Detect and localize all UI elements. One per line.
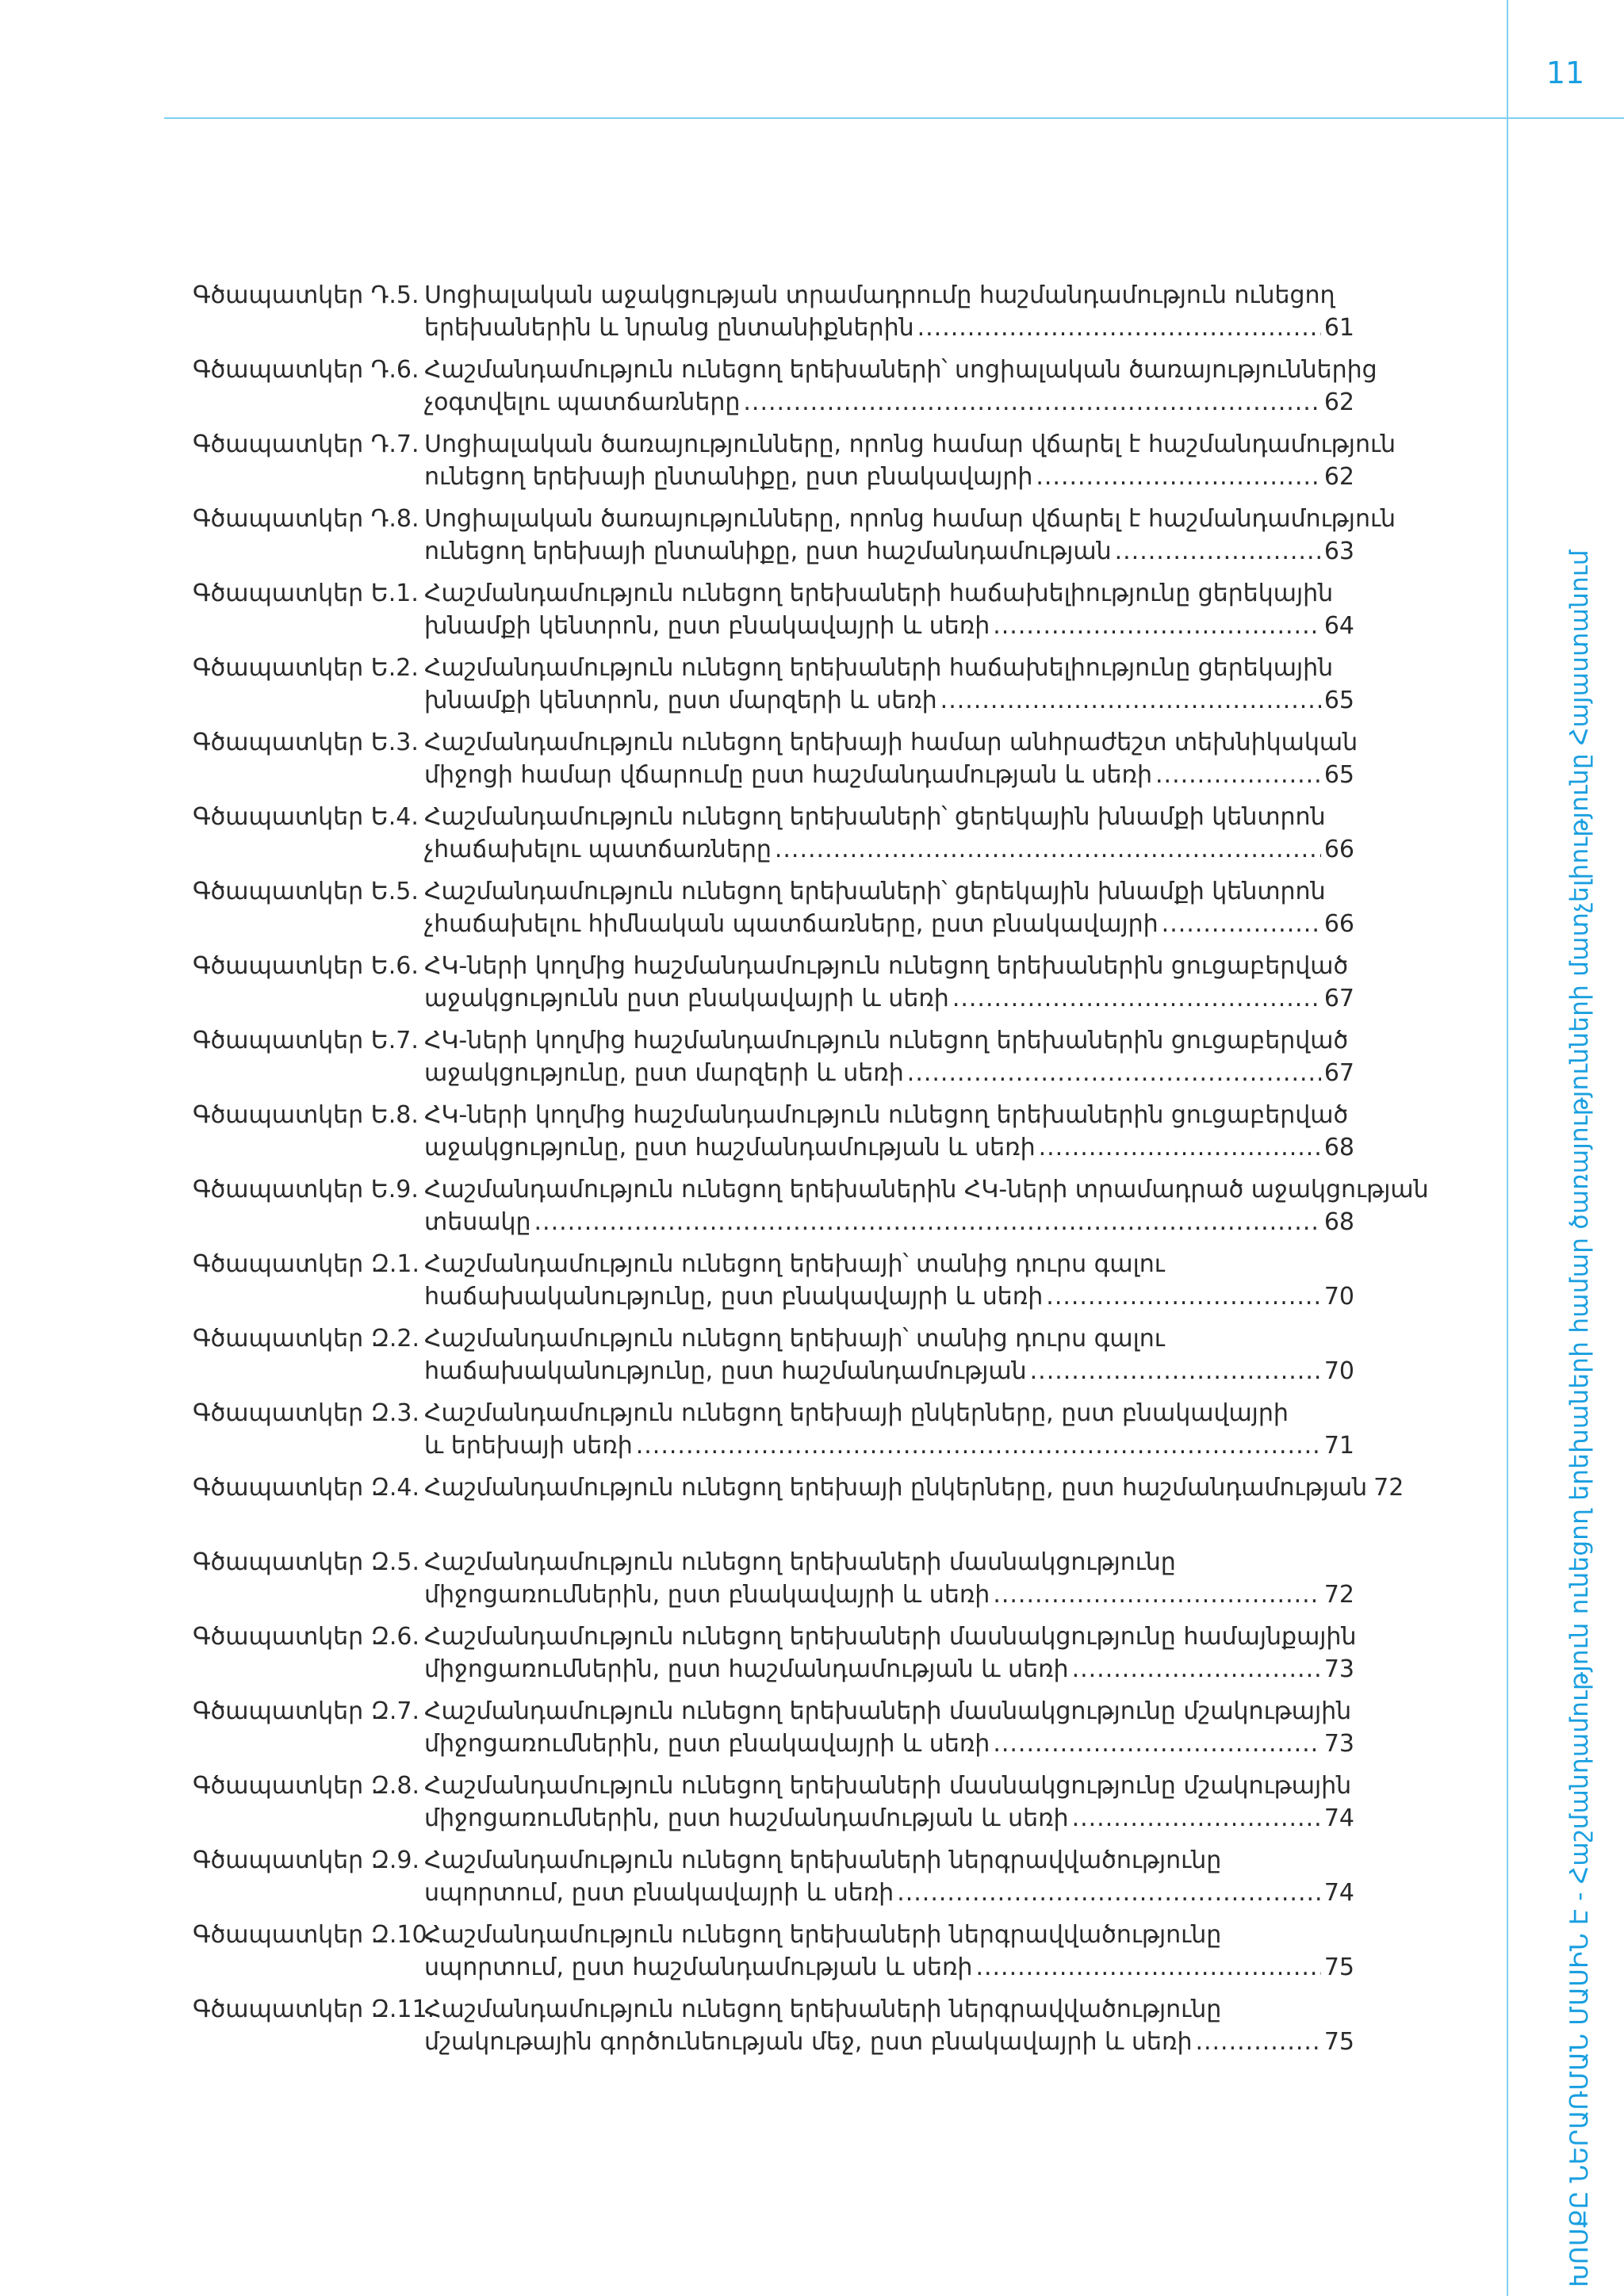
figure-title-line: Հաշմանդամություն ունեցող երեխաների՝ սոցիալական ծառայություններից [424, 356, 1377, 384]
entry-last-line [424, 1578, 1354, 1611]
page-ref: 68 [1323, 1208, 1354, 1236]
page-ref: 63 [1323, 538, 1354, 565]
toc-entry[interactable] [193, 354, 1377, 428]
page-ref: 70 [1323, 1283, 1354, 1311]
figure-label: Գծապատկեր Զ.3. [193, 1399, 420, 1427]
figure-title-line: և երեխայի սեռի [424, 1432, 633, 1460]
toc-entry[interactable] [193, 1844, 1354, 1919]
toc-entry[interactable] [193, 1322, 1354, 1397]
figure-title-line: խնամքի կենտրոն, ըստ բնակավայրի և սեռի [424, 612, 990, 640]
dot-leader [534, 1206, 1321, 1238]
entry-body [424, 503, 1396, 568]
dot-leader [952, 982, 1321, 1015]
page-ref: 71 [1323, 1432, 1354, 1460]
entry-last-line [424, 461, 1354, 493]
entry-body [424, 726, 1358, 791]
toc-entry[interactable] [193, 279, 1354, 354]
page-ref: 66 [1323, 910, 1354, 938]
figure-title-line: Հաշմանդամություն ունեցող երեխայի համար անհրաժեշտ տեխնիկական [424, 729, 1358, 756]
running-title: ԽՈՍՔԸ ՆԵՐԱՌՄԱՆ ՄԱՍԻՆ Է - Հաշմանդամություն ունեցող երեխաների համար ծառայությունների մատչելիությունը Հայաստանում [1565, 549, 1594, 2287]
toc-entry[interactable] [193, 801, 1354, 875]
page-ref: 73 [1323, 1655, 1354, 1683]
entry-last-line [424, 535, 1354, 568]
dot-leader [1155, 759, 1321, 791]
dot-leader [1030, 1355, 1321, 1387]
toc-entry[interactable] [193, 1248, 1354, 1322]
entry-last-line [424, 1206, 1354, 1238]
entry-body [424, 1024, 1354, 1089]
page-ref: 70 [1323, 1357, 1354, 1385]
toc-entry[interactable] [193, 1397, 1354, 1471]
entry-body [424, 950, 1354, 1015]
figure-title-line: աջակցությունն ըստ բնակավայրի և սեռի [424, 985, 949, 1012]
figure-title-line: Հաշմանդամություն ունեցող երեխաներին ՀԿ-ների տրամադրած աջակցության [424, 1176, 1429, 1203]
entry-body [424, 1173, 1429, 1238]
figure-title-line: Հաշմանդամություն ունեցող երեխայի՝ տանից դուրս գալու [424, 1250, 1165, 1278]
figure-label: Գծապատկեր Զ.5. [193, 1548, 420, 1576]
page-ref: 65 [1323, 687, 1354, 714]
dot-leader [897, 1877, 1321, 1909]
toc-entry[interactable] [193, 1770, 1354, 1844]
figure-title-line: Հաշմանդամություն ունեցող երեխաների մասնակցությունը մշակութային [424, 1697, 1352, 1725]
figure-title-line: Հաշմանդամություն ունեցող երեխաների հաճախելիությունը ցերեկային [424, 654, 1334, 682]
dot-leader [993, 1728, 1321, 1760]
entry-last-line [424, 1131, 1354, 1164]
figure-title-line: միջոցի համար վճարումը ըստ հաշմանդամության և սեռի [424, 761, 1152, 789]
entry-last-line [424, 610, 1354, 642]
toc-entry[interactable] [193, 1919, 1354, 1993]
entry-last-line [424, 1802, 1354, 1835]
page-ref: 73 [1323, 1730, 1354, 1758]
toc-entry[interactable] [193, 1993, 1354, 2068]
entry-body [424, 1621, 1357, 1686]
entry-body [424, 1471, 1404, 1504]
figure-label: Գծապատկեր Ե.4. [193, 803, 419, 831]
toc-entry[interactable] [193, 577, 1354, 652]
entry-body [424, 1248, 1354, 1313]
toc-entry[interactable] [193, 652, 1354, 726]
figure-title-line: Հաշմանդամություն ունեցող երեխաների ներգրավվածությունը [424, 1921, 1222, 1949]
figure-title-line: հաճախականությունը, ըստ հաշմանդամության [424, 1357, 1027, 1385]
entry-body [424, 1546, 1354, 1611]
figure-label: Գծապատկեր Զ.7. [193, 1697, 420, 1725]
entry-body [424, 1695, 1354, 1760]
entry-body [424, 652, 1354, 717]
page-ref: 72 [1373, 1474, 1404, 1502]
entry-body [424, 801, 1354, 866]
toc-entry[interactable] [193, 503, 1396, 577]
toc-entry[interactable] [193, 950, 1354, 1024]
entry-last-line [424, 908, 1354, 940]
figure-title-line: խնամքի կենտրոն, ըստ մարզերի և սեռի [424, 687, 937, 714]
dot-leader [1036, 461, 1320, 493]
entry-last-line [424, 759, 1354, 791]
page-ref: 67 [1323, 985, 1354, 1012]
figure-title-line: Հաշմանդամություն ունեցող երեխաների մասնակցությունը համայնքային [424, 1623, 1357, 1651]
entry-last-line [424, 1951, 1354, 1984]
page-ref: 74 [1323, 1804, 1354, 1832]
page-ref: 67 [1323, 1059, 1354, 1087]
figure-label: Գծապատկեր Դ.6. [193, 356, 419, 384]
entry-last-line [424, 1429, 1354, 1462]
figure-title-line: Հաշմանդամություն ունեցող երեխայի ընկերները, ըստ բնակավայրի [424, 1399, 1289, 1427]
entry-last-line [424, 312, 1354, 344]
figure-title-line: սպորտում, ըստ հաշմանդամության և սեռի [424, 1954, 973, 1981]
figure-title-line: Սոցիալական ծառայությունները, որոնց համար վճարել է հաշմանդամություն [424, 505, 1396, 533]
page-ref: 61 [1323, 314, 1354, 342]
dot-leader [743, 386, 1320, 419]
page-ref: 64 [1323, 612, 1354, 640]
page-number: 11 [1545, 55, 1585, 90]
margin-rule [1507, 0, 1508, 2296]
figure-label: Գծապատկեր Զ.11. [193, 1996, 435, 2023]
toc-entry[interactable] [193, 1099, 1354, 1173]
figure-title-line: Հաշմանդամություն ունեցող երեխաների ներգրավվածությունը [424, 1996, 1222, 2023]
figure-title-line: ունեցող երեխայի ընտանիքը, ըստ բնակավայրի [424, 463, 1033, 491]
figure-label: Գծապատկեր Զ.9. [193, 1846, 420, 1874]
figure-title-line: Սոցիալական աջակցության տրամադրումը հաշմանդամություն ունեցող [424, 281, 1335, 309]
entry-body [424, 1397, 1354, 1462]
figure-title-line: միջոցառումներին, ըստ հաշմանդամության և սեռի [424, 1804, 1069, 1832]
figure-label: Գծապատկեր Ե.2. [193, 654, 419, 682]
figure-title-line: միջոցառումներին, ըստ բնակավայրի և սեռի [424, 1581, 990, 1609]
entry-last-line [424, 1877, 1354, 1909]
entry-last-line [424, 833, 1354, 866]
entry-body [424, 354, 1377, 419]
figure-title-line: հաճախականությունը, ըստ բնակավայրի և սեռի [424, 1283, 1044, 1311]
entry-body [424, 1322, 1354, 1387]
figure-label: Գծապատկեր Զ.6. [193, 1623, 420, 1651]
toc-entry[interactable] [193, 1471, 1404, 1546]
entry-body [424, 577, 1354, 642]
dot-leader [993, 610, 1321, 642]
entry-body [424, 1099, 1354, 1164]
page-ref: 72 [1323, 1581, 1354, 1609]
figure-label: Գծապատկեր Զ.10. [193, 1921, 435, 1949]
figure-title-line: Հաշմանդամություն ունեցող երեխաների՝ ցերեկային խնամքի կենտրոն [424, 878, 1326, 905]
figure-title-line: մշակութային գործունեության մեջ, ըստ բնակավայրի և սեռի [424, 2028, 1193, 2056]
figure-label: Գծապատկեր Ե.3. [193, 729, 419, 756]
figure-label: Գծապատկեր Դ.7. [193, 430, 419, 458]
figure-title-line: տեսակը [424, 1208, 531, 1236]
toc-entry[interactable] [193, 1173, 1429, 1248]
dot-leader [775, 833, 1321, 866]
entry-body [424, 1919, 1354, 1984]
figure-title-line: սպորտում, ըստ բնակավայրի և սեռի [424, 1879, 894, 1907]
entry-body [424, 1770, 1354, 1835]
figure-title-line: Հաշմանդամություն ունեցող երեխաների՝ ցերեկային խնամքի կենտրոն [424, 803, 1326, 831]
figure-title-line: Հաշմանդամություն ունեցող երեխաների հաճախելիությունը ցերեկային [424, 580, 1334, 607]
toc-entry[interactable] [193, 1621, 1357, 1695]
figure-title-line: Հաշմանդամություն ունեցող երեխաների մասնակցությունը [424, 1548, 1176, 1576]
figure-label: Գծապատկեր Ե.9. [193, 1176, 419, 1203]
figure-title-line: ունեցող երեխայի ընտանիքը, ըստ հաշմանդամության [424, 538, 1112, 565]
page-ref: 75 [1323, 1954, 1354, 1981]
dot-leader [636, 1429, 1321, 1462]
page-ref: 68 [1323, 1134, 1354, 1161]
figure-title-line: Հաշմանդամություն ունեցող երեխաների ներգրավվածությունը [424, 1846, 1222, 1874]
entry-last-line [424, 2026, 1354, 2058]
dot-leader [975, 1951, 1320, 1984]
dot-leader [1039, 1131, 1321, 1164]
figure-title-line: չհաճախելու հիմնական պատճառները, ըստ բնակավայրի [424, 910, 1159, 938]
entry-last-line [424, 1728, 1354, 1760]
dot-leader [1072, 1653, 1321, 1686]
dot-leader [1115, 535, 1321, 568]
entry-body [424, 875, 1354, 940]
figure-label: Գծապատկեր Զ.1. [193, 1250, 420, 1278]
figure-title-line: Հաշմանդամություն ունեցող երեխայի՝ տանից դուրս գալու [424, 1325, 1165, 1353]
entry-last-line [424, 684, 1354, 717]
figure-title-line: երեխաներին և նրանց ընտանիքներին [424, 314, 914, 342]
header-rule [164, 117, 1624, 119]
figure-title-line: ՀԿ-ների կողմից հաշմանդամություն ունեցող երեխաներին ցուցաբերված [424, 1101, 1349, 1129]
entry-last-line [424, 1471, 1404, 1504]
figure-title-line: աջակցությունը, ըստ մարզերի և սեռի [424, 1059, 904, 1087]
dot-leader [993, 1578, 1321, 1611]
dot-leader [1195, 2026, 1320, 2058]
figure-label: Գծապատկեր Զ.8. [193, 1772, 420, 1800]
figure-label: Գծապատկեր Զ.4. [193, 1474, 420, 1502]
figure-title-line: չհաճախելու պատճառները [424, 836, 772, 863]
figure-title-line: Սոցիալական ծառայությունները, որոնց համար վճարել է հաշմանդամություն [424, 430, 1396, 458]
entry-body [424, 1844, 1354, 1909]
figure-title-line: միջոցառումներին, ըստ բնակավայրի և սեռի [424, 1730, 990, 1758]
entry-body [424, 1993, 1354, 2058]
figure-label: Գծապատկեր Դ.5. [193, 281, 419, 309]
entry-last-line [424, 1653, 1354, 1686]
dot-leader [907, 1057, 1321, 1089]
dot-leader [1046, 1280, 1321, 1313]
toc-entry[interactable] [193, 1695, 1354, 1770]
page-ref: 75 [1323, 2028, 1354, 2056]
page-ref: 65 [1323, 761, 1354, 789]
figure-label: Գծապատկեր Ե.8. [193, 1101, 419, 1129]
figure-title-line: ՀԿ-ների կողմից հաշմանդամություն ունեցող երեխաներին ցուցաբերված [424, 952, 1349, 980]
entry-body [424, 279, 1354, 344]
toc-entry[interactable] [193, 875, 1354, 950]
figure-title-line: միջոցառումներին, ըստ հաշմանդամության և սեռի [424, 1655, 1069, 1683]
figure-label: Գծապատկեր Ե.7. [193, 1027, 419, 1054]
dot-leader [940, 684, 1321, 717]
figure-title-line: աջակցությունը, ըստ հաշմանդամության և սեռի [424, 1134, 1036, 1161]
entry-last-line [424, 982, 1354, 1015]
page-ref: 66 [1323, 836, 1354, 863]
figure-title-line: Հաշմանդամություն ունեցող երեխաների մասնակցությունը մշակութային [424, 1772, 1352, 1800]
entry-last-line [424, 1355, 1354, 1387]
list-of-figures [193, 279, 1429, 2068]
figure-title-line: Հաշմանդամություն ունեցող երեխայի ընկերները, ըստ հաշմանդամության [424, 1474, 1368, 1502]
figure-label: Գծապատկեր Դ.8. [193, 505, 419, 533]
figure-label: Գծապատկեր Զ.2. [193, 1325, 420, 1353]
toc-entry[interactable] [193, 726, 1358, 801]
figure-title-line: չօգտվելու պատճառները [424, 388, 741, 416]
entry-last-line [424, 1280, 1354, 1313]
figure-title-line: ՀԿ-ների կողմից հաշմանդամություն ունեցող երեխաներին ցուցաբերված [424, 1027, 1349, 1054]
page-ref: 62 [1323, 388, 1354, 416]
dot-leader [917, 312, 1321, 344]
dot-leader [1162, 908, 1321, 940]
entry-body [424, 428, 1396, 493]
figure-label: Գծապատկեր Ե.5. [193, 878, 419, 905]
entry-last-line [424, 386, 1354, 419]
toc-entry[interactable] [193, 428, 1396, 503]
page-ref: 74 [1323, 1879, 1354, 1907]
figure-label: Գծապատկեր Ե.6. [193, 952, 419, 980]
toc-entry[interactable] [193, 1024, 1354, 1099]
toc-entry[interactable] [193, 1546, 1354, 1621]
page-ref: 62 [1323, 463, 1354, 491]
entry-last-line [424, 1057, 1354, 1089]
figure-label: Գծապատկեր Ե.1. [193, 580, 419, 607]
dot-leader [1072, 1802, 1321, 1835]
